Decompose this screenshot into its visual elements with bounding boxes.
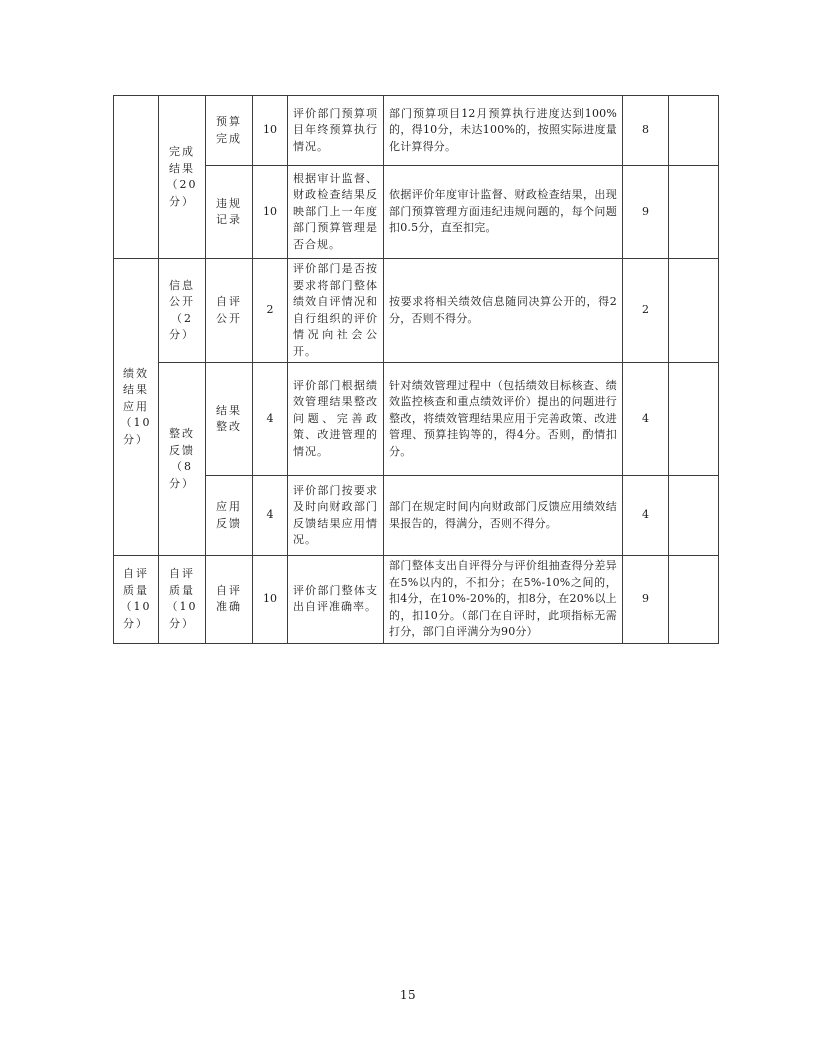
blank-cell [669,166,719,259]
indicator-cell: 预算完成 [206,96,253,166]
blank-cell [669,259,719,363]
indicator-cell: 应用反馈 [206,476,253,556]
subcategory-cell: 信息公开（2分） [159,259,206,363]
category-cell [114,96,159,259]
weight-cell: 10 [253,96,288,166]
indicator-cell: 违规记录 [206,166,253,259]
criteria-cell: 针对绩效管理过程中（包括绩效目标核查、绩效监控核查和重点绩效评价）提出的问题进行整改，将绩效管理结果应用于完善政策、改进管理、预算挂钩等的，得4分。否则，酌情扣分。 [384,363,623,476]
evaluation-table [113,95,719,644]
page-number: 15 [399,988,417,1002]
criteria-cell: 按要求将相关绩效信息随同决算公开的，得2分，否则不得分。 [384,259,623,363]
table-row [114,556,719,644]
criteria-cell: 部门在规定时间内向财政部门反馈应用绩效结果报告的，得满分，否则不得分。 [384,476,623,556]
score-cell: 2 [623,259,669,363]
criteria-cell: 部门整体支出自评得分与评价组抽查得分差异在5%以内的，不扣分；在5%-10%之间的，扣4分，在10%-20%的，扣8分，在20%以上的，扣10分。（部门在自评时，此项指标无需打分，部门自评满分为90分） [384,556,623,644]
description-cell: 根据审计监督、财政检查结果反映部门上一年度部门预算管理是否合规。 [288,166,384,259]
score-cell: 8 [623,96,669,166]
weight-cell: 10 [253,556,288,644]
category-cell: 自评质量（10分） [114,556,159,644]
description-cell: 评价部门整体支出自评准确率。 [288,556,384,644]
score-cell: 9 [623,166,669,259]
subcategory-cell: 完成结果（20分） [159,96,206,259]
indicator-cell: 自评准确 [206,556,253,644]
criteria-cell: 部门预算项目12月预算执行进度达到100%的，得10分，未达100%的，按照实际进度量化计算得分。 [384,96,623,166]
category-cell: 绩效结果应用（10分） [114,259,159,556]
table-row [114,363,719,476]
blank-cell [669,363,719,476]
score-cell: 9 [623,556,669,644]
weight-cell: 4 [253,363,288,476]
description-cell: 评价部门是否按要求将部门整体绩效自评情况和自行组织的评价情况向社会公开。 [288,259,384,363]
criteria-cell: 依据评价年度审计监督、财政检查结果，出现部门预算管理方面违纪违规问题的，每个问题扣0.5分，直至扣完。 [384,166,623,259]
blank-cell [669,556,719,644]
blank-cell [669,96,719,166]
indicator-cell: 结果整改 [206,363,253,476]
description-cell: 评价部门按要求及时向财政部门反馈结果应用情况。 [288,476,384,556]
weight-cell: 2 [253,259,288,363]
description-cell: 评价部门根据绩效管理结果整改问题、完善政策、改进管理的情况。 [288,363,384,476]
subcategory-cell: 自评质量（10分） [159,556,206,644]
description-cell: 评价部门预算项目年终预算执行情况。 [288,96,384,166]
weight-cell: 10 [253,166,288,259]
table-row [114,96,719,166]
blank-cell [669,476,719,556]
weight-cell: 4 [253,476,288,556]
subcategory-cell: 整改反馈（8分） [159,363,206,556]
score-cell: 4 [623,476,669,556]
table-row [114,259,719,363]
score-cell: 4 [623,363,669,476]
indicator-cell: 自评公开 [206,259,253,363]
